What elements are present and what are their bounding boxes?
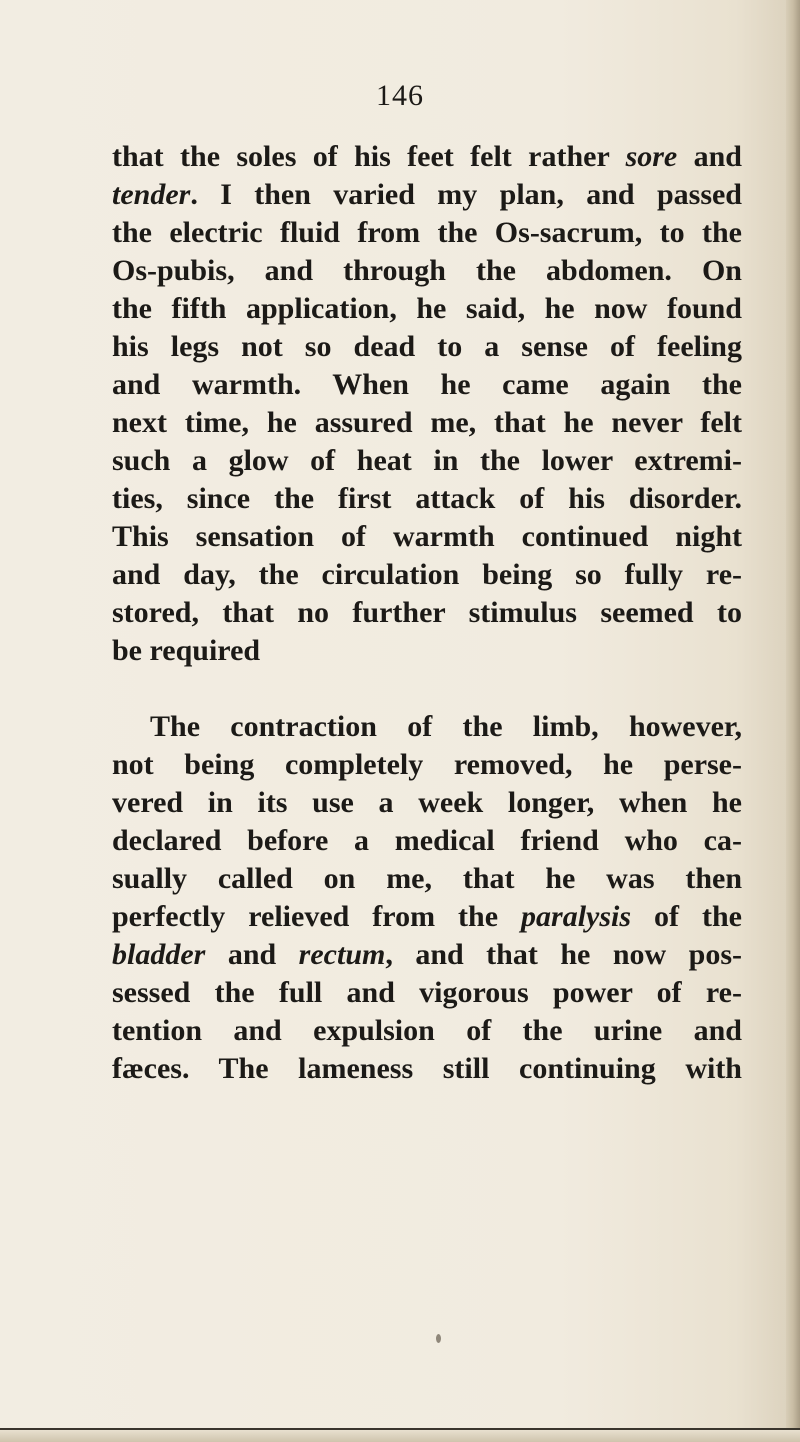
text-line: the fifth application, he said, he now found — [112, 292, 742, 325]
paragraph-1 — [112, 138, 742, 670]
text-line: not being completely removed, he perse- — [112, 748, 742, 781]
paragraph-gap — [112, 670, 742, 708]
paragraph-2 — [112, 708, 742, 1088]
text-line: fæces. The lameness still continuing with — [112, 1052, 742, 1085]
text-line: vered in its use a week longer, when he — [112, 786, 742, 819]
text-line: perfectly relieved from the paralysis of the — [112, 900, 742, 933]
italic-word: rectum — [298, 938, 386, 971]
text-line: Os-pubis, and through the abdomen. On — [112, 254, 742, 287]
text-line: This sensation of warmth continued night — [112, 520, 742, 553]
italic-word: bladder — [112, 938, 206, 971]
body-text — [112, 138, 742, 1088]
text-line: ties, since the first attack of his disorder. — [112, 482, 742, 515]
page-edge-shadow — [786, 0, 800, 1442]
text-line: declared before a medical friend who ca- — [112, 824, 742, 857]
text-line: next time, he assured me, that he never felt — [112, 406, 742, 439]
text-line: be required — [112, 634, 261, 667]
text-line: The contraction of the limb, however, — [150, 710, 742, 743]
text-line: tender. I then varied my plan, and passed — [112, 178, 742, 211]
italic-word: tender — [112, 178, 191, 211]
text-line: bladder and rectum, and that he now pos- — [112, 938, 742, 971]
text-line: and day, the circulation being so fully re- — [112, 558, 742, 591]
text-line: sessed the full and vigorous power of re- — [112, 976, 742, 1009]
paper-speck — [436, 1334, 441, 1343]
text-line: tention and expulsion of the urine and — [112, 1014, 742, 1047]
text-line: such a glow of heat in the lower extremi- — [112, 444, 742, 477]
page-bottom-edge — [0, 1428, 800, 1442]
page-number: 146 — [376, 79, 424, 112]
text-line: sually called on me, that he was then — [112, 862, 742, 895]
text-line: the electric fluid from the Os-sacrum, to the — [112, 216, 742, 249]
text-line: his legs not so dead to a sense of feeling — [112, 330, 742, 363]
text-line: stored, that no further stimulus seemed to — [112, 596, 742, 629]
text-line: and warmth. When he came again the — [112, 368, 742, 401]
italic-word: paralysis — [521, 900, 632, 933]
text-line: that the soles of his feet felt rather sore and — [112, 140, 742, 173]
italic-word: sore — [625, 140, 678, 173]
